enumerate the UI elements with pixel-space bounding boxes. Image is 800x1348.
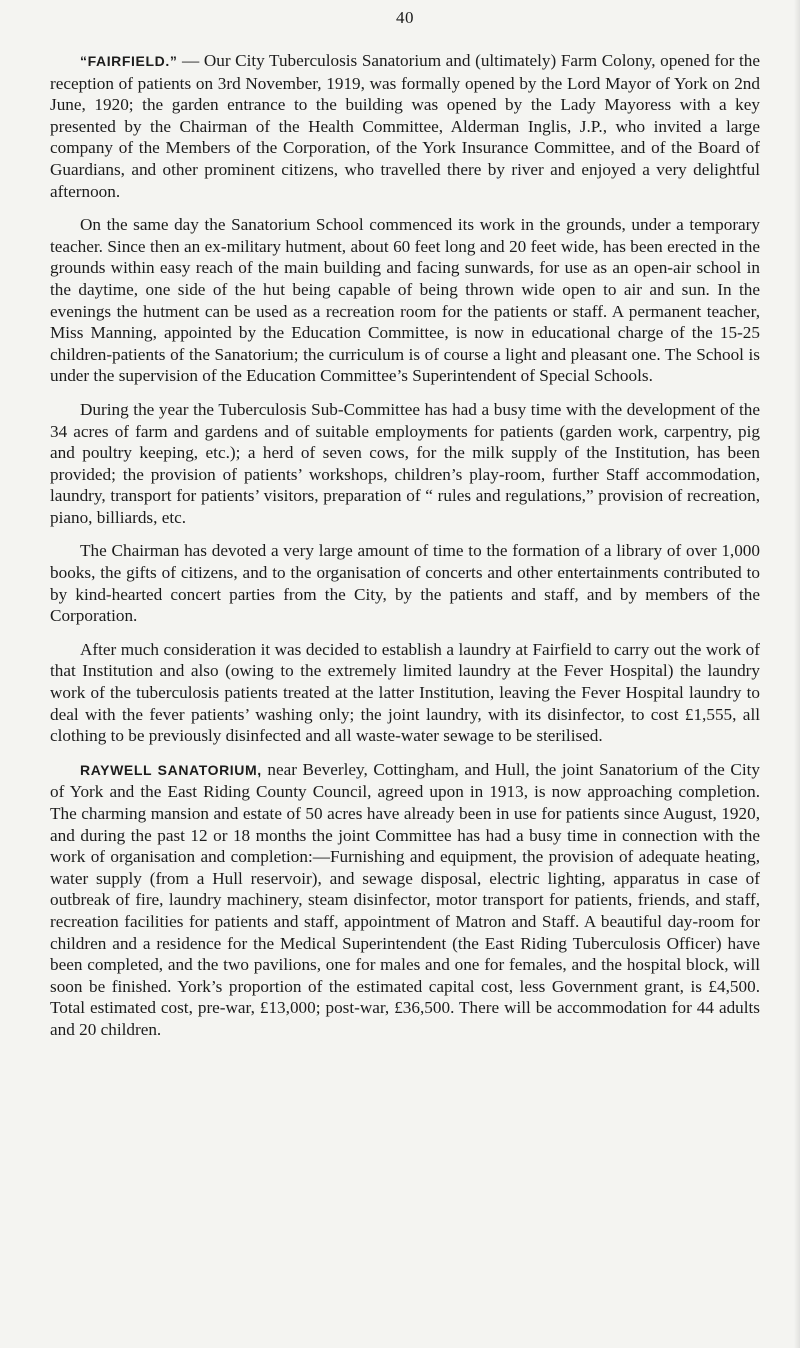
paragraph-fairfield-opening bbox=[50, 50, 760, 202]
paragraph-text: On the same day the Sanatorium School commenced its work in the grounds, under a temporary teacher. Since then an ex-military hutment, about 60 feet long and 20 feet wide, has been erected in the grounds within easy reach of the main building and facing sunwards, for use as an open-air school in the daytime, one side of the hut being capable of being thrown wide open to air and sun. In the evenings the hutment can be used as a recreation room for the patients or staff. A permanent teacher, Miss Manning, appointed by the Education Committee, is now in educational charge of the 15-25 children-patients of the Sanatorium; the curriculum is of course a light and pleasant one. The School is under the supervision of the Education Committee’s Superintendent of Special Schools. bbox=[50, 215, 760, 386]
paragraph-text: near Beverley, Cottingham, and Hull, the joint Sanatorium of the City of York and the East Riding County Council, agreed upon in 1913, is now approaching completion. The charming mansion and estate of 50 acres have already been in use for patients since August, 1920, and during the past 12 or 18 months the joint Committee has had a busy time in connection with the work of organisation and completion:—Furnishing and equipment, the provision of adequate heating, water supply (from a Hull reservoir), and sewage disposal, electric lighting, apparatus in case of outbreak of fire, laundry machinery, steam disinfector, motor transport for patients, friends, and staff, recreation facilities for patients and staff, appointment of Matron and Staff. A beautiful day-room for children and a residence for the Medical Superintendent (the East Riding Tuberculosis Officer) have been completed, and the two pavilions, one for males and one for females, and the hospital block, will soon be finished. York’s proportion of the estimated capital cost, less Government grant, is £4,500. Total estimated cost, pre-war, £13,000; post-war, £36,500. There will be accommodation for 44 adults and 20 children. bbox=[50, 759, 761, 1039]
paragraph-laundry bbox=[50, 639, 760, 747]
paragraph-text: — Our City Tuberculosis Sanatorium and (ultimately) Farm Colony, opened for the reception of patients on 3rd November, 1919, was formally opened by the Lord Mayor of York on 2nd June, 1920; the garden entrance to the building was opened by the Lady Mayoress with a key presented by the Chairman of the Health Committee, Alderman Inglis, J.P., who invited a large company of the Members of the Corporation, of the York Insurance Committee, and of the Board of Guardians, and other prominent citizens, who travelled there by river and enjoyed a very delightful afternoon. bbox=[50, 51, 760, 201]
section-heading-fairfield: “FAIRFIELD.” bbox=[80, 53, 178, 69]
page-edge-shadow bbox=[794, 0, 800, 1348]
paragraph-farm-development bbox=[50, 399, 760, 529]
paragraph-sanatorium-school bbox=[50, 214, 760, 387]
paragraph-raywell-sanatorium bbox=[50, 759, 760, 1041]
paragraph-text: The Chairman has devoted a very large amount of time to the formation of a library of over 1,000 books, the gifts of citizens, and to the organisation of concerts and other entertainments contributed to by kind-hearted concert parties from the City, by the patients and staff, and by members of the Corporation. bbox=[50, 541, 760, 626]
paragraph-text: After much consideration it was decided to establish a laundry at Fairfield to carry out the work of that Institution and also (owing to the extremely limited laundry at the Fever Hospital) the laundry work of the tuberculosis patients treated at the latter Institution, leaving the Fever Hospital laundry to deal with the fever patients’ washing only; the joint laundry, with its disinfector, to cost £1,555, all clothing to be previously disinfected and all waste-water sewage to be sterilised. bbox=[50, 639, 760, 746]
page-number: 40 bbox=[396, 8, 414, 27]
paragraph-library-concerts bbox=[50, 540, 760, 626]
section-heading-raywell: RAYWELL SANATORIUM, bbox=[80, 761, 262, 778]
paragraph-text: During the year the Tuberculosis Sub-Committee has had a busy time with the development of the 34 acres of farm and gardens and of suitable employments for patients (garden work, carpentry, pig and poultry keeping, etc.); a herd of seven cows, for the milk supply of the Institution, has been provided; the provision of patients’ workshops, children’s play-room, further Staff accommodation, laundry, transport for patients’ visitors, preparation of “ rules and regulations,” provision of recreation, piano, billiards, etc. bbox=[50, 399, 760, 527]
